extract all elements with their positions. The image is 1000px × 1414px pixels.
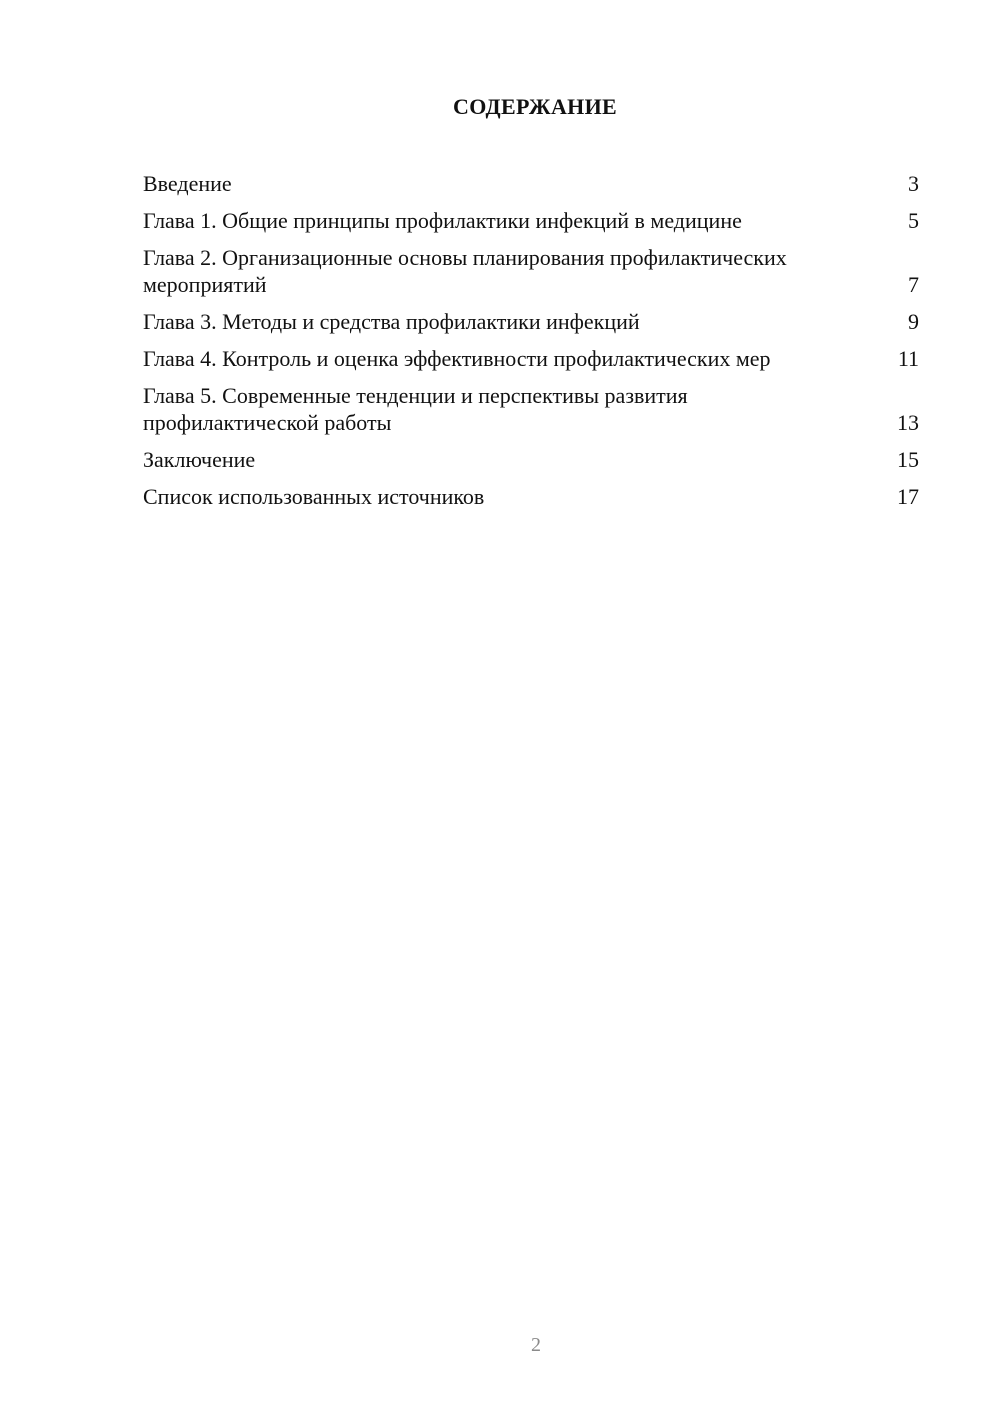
table-of-contents: [143, 170, 919, 520]
toc-entry-title: Глава 4. Контроль и оценка эффективности профилактических мер: [143, 346, 771, 371]
toc-heading: СОДЕРЖАНИЕ: [453, 94, 617, 119]
toc-entry-conclusion: [143, 446, 919, 473]
toc-entry-title: Заключение: [143, 447, 256, 472]
toc-entry-page: 17: [897, 484, 919, 509]
toc-entry-page: 15: [897, 447, 919, 472]
toc-entry-title: Введение: [143, 171, 232, 196]
toc-entry-chapter-5: [143, 382, 919, 436]
toc-entry-page: 5: [908, 208, 919, 233]
toc-entry-page: 11: [897, 346, 919, 371]
toc-entry-page: 9: [908, 309, 919, 334]
toc-entry-chapter-2: [143, 244, 919, 298]
toc-entry-chapter-3: [143, 308, 919, 335]
toc-entry-references: [143, 483, 919, 510]
toc-entry-page: 7: [908, 272, 919, 297]
toc-entry-title: Глава 3. Методы и средства профилактики инфекций: [143, 309, 640, 334]
toc-entry-title: Список использованных источников: [143, 484, 485, 509]
toc-entry-title: Глава 2. Организационные основы планирования профилактических мероприятий: [143, 245, 787, 297]
toc-entry-chapter-1: [143, 207, 919, 234]
toc-entry-page: 13: [897, 410, 919, 435]
toc-entry-chapter-4: [143, 345, 919, 372]
toc-entry-page: 3: [908, 171, 919, 196]
toc-entry-title: Глава 5. Современные тенденции и перспективы развития профилактической работы: [143, 383, 688, 435]
toc-entry-introduction: [143, 170, 919, 197]
page-number: 2: [531, 1334, 541, 1356]
toc-entry-title: Глава 1. Общие принципы профилактики инфекций в медицине: [143, 208, 742, 233]
